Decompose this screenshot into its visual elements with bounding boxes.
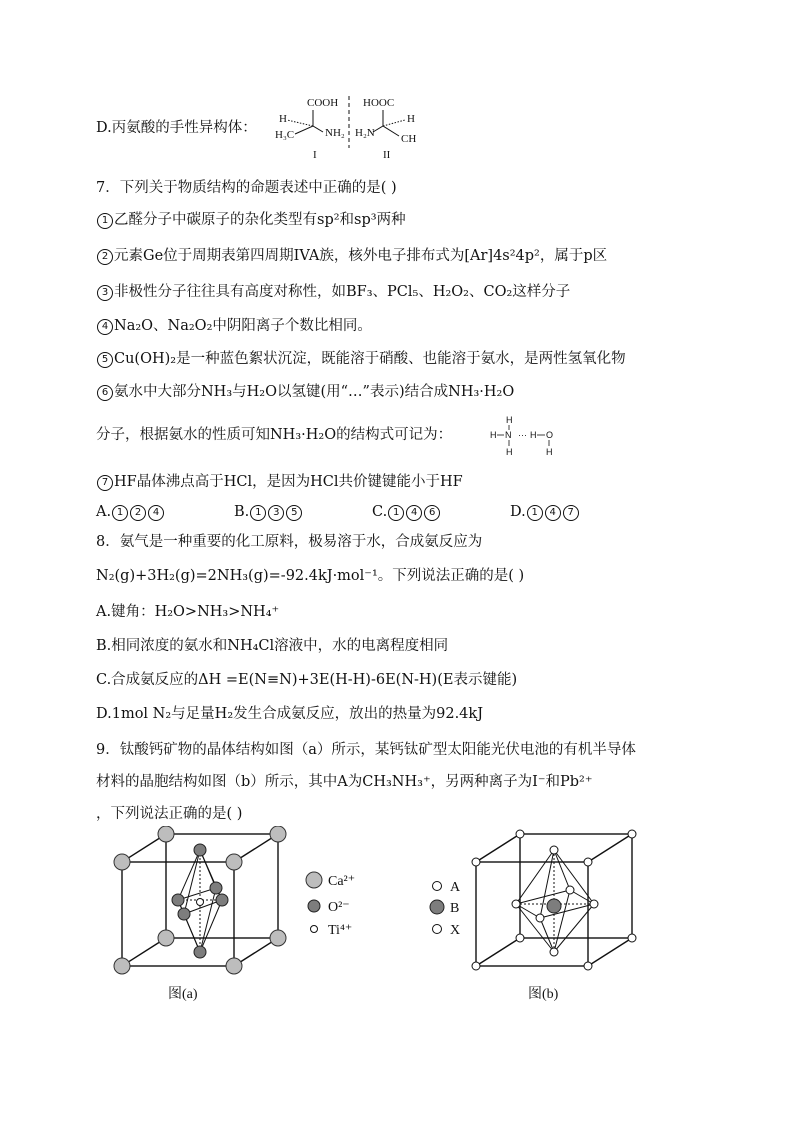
legend-a-marker — [433, 882, 442, 891]
q9-stem-line1: 9．钛酸钙矿物的晶体结构如图（a）所示，某钙钛矿型太阳能光伏电池的有机半导体 — [96, 742, 636, 758]
circled-number: 1 — [250, 505, 266, 521]
legend-b-marker — [430, 900, 444, 914]
circled-number: 1 — [112, 505, 128, 521]
q7-stem: 7．下列关于物质结构的命题表述中正确的是( ) — [96, 180, 397, 196]
circled-number: 7 — [563, 505, 579, 521]
q7-item-3 — [96, 282, 570, 302]
circled-number: 3 — [97, 285, 113, 301]
circled-number: 1 — [527, 505, 543, 521]
struct-h-top: H — [506, 415, 513, 425]
item-text: Cu(OH)₂是一种蓝色絮状沉淀，既能溶于硝酸、也能溶于氨水，是两性氢氧化物 — [114, 351, 626, 367]
item-text: 非极性分子往往具有高度对称性，如BF₃、PCl₅、H₂O₂、CO₂这样分子 — [114, 284, 571, 300]
circled-number: 4 — [148, 505, 164, 521]
legend-b: B — [450, 901, 460, 916]
figure-b-perovskite — [424, 826, 664, 1006]
circled-number: 5 — [97, 352, 113, 368]
q7-item-6 — [96, 382, 514, 402]
struct-h-mid: H — [530, 430, 537, 440]
legend-a: A — [450, 880, 461, 895]
mol1-h: H — [279, 113, 287, 125]
circled-number: 3 — [268, 505, 284, 521]
q7-option-d[interactable] — [510, 502, 580, 522]
option-letter: A. — [96, 504, 112, 520]
ti-ion — [197, 899, 204, 906]
q9-stem-line3: ，下列说法正确的是( ) — [96, 806, 243, 822]
mol2-nh2: H₂N — [355, 127, 375, 139]
q8-option-b[interactable]: B.相同浓度的氨水和NH₄Cl溶液中，水的电离程度相同 — [96, 638, 449, 654]
circled-number: 1 — [97, 213, 113, 229]
struct-h-bottom: H — [506, 447, 513, 457]
q7-option-b[interactable] — [234, 502, 303, 522]
circled-number: 7 — [97, 475, 113, 491]
circled-number: 1 — [388, 505, 404, 521]
legend-ca-marker — [306, 872, 322, 888]
caption-b: 图(b) — [528, 987, 559, 1002]
q7-option-c[interactable] — [372, 502, 441, 522]
legend-x-marker — [433, 925, 442, 934]
q8-stem: 8．氨气是一种重要的化工原料，极易溶于水，合成氨反应为 — [96, 534, 483, 550]
legend-o-marker — [308, 900, 320, 912]
q8-option-d[interactable]: D.1mol N₂与足量H₂发生合成氨反应，放出的热量为92.4kJ — [96, 706, 484, 722]
option-d-text: D.丙氨酸的手性异构体： — [96, 120, 257, 136]
option-letter: B. — [234, 504, 250, 520]
q7-item-1 — [96, 210, 406, 230]
b-ion — [547, 899, 561, 913]
circled-number: 4 — [406, 505, 422, 521]
item-text: 元素Ge位于周期表第四周期IVA族，核外电子排布式为[Ar]4s²4p²，属于p区 — [114, 248, 608, 264]
mol1-nh2: NH₂ — [325, 127, 345, 139]
q8-option-c[interactable]: C.合成氨反应的ΔH =E(N≡N)+3E(H-H)-6E(N-H)(E表示键能) — [96, 672, 518, 688]
circled-number: 6 — [424, 505, 440, 521]
circled-number: 2 — [130, 505, 146, 521]
legend-ca: Ca²⁺ — [328, 874, 356, 889]
q7-item-4 — [96, 316, 372, 336]
struct-o: O — [546, 430, 554, 440]
nh3-h2o-structure — [488, 414, 568, 458]
legend-o: O²⁻ — [328, 900, 350, 915]
q7-item-7 — [96, 472, 463, 492]
q6-option-d — [96, 118, 257, 138]
q7-item-2 — [96, 246, 607, 266]
option-letter: D. — [510, 504, 526, 520]
mol2-ch3: CH — [401, 133, 417, 145]
q8-option-a[interactable]: A.键角：H₂O>NH₃>NH₄⁺ — [96, 604, 280, 620]
q7-item-5 — [96, 349, 626, 369]
struct-n: N — [505, 430, 512, 440]
item-text: 氨水中大部分NH₃与H₂O以氢键(用“…”表示)结合成NH₃·H₂O — [114, 384, 515, 400]
circled-number: 4 — [97, 319, 113, 335]
q8-equation: N₂(g)+3H₂(g)=2NH₃(g)=-92.4kJ·mol⁻¹。下列说法正确的是( ) — [96, 568, 525, 584]
circled-number: 5 — [286, 505, 302, 521]
item-text: 乙醛分子中碳原子的杂化类型有sp²和sp³两种 — [114, 212, 406, 228]
q7-item-6-continued: 分子，根据氨水的性质可知NH₃·H₂O的结构式可记为： — [96, 427, 453, 443]
legend-ti: Ti⁴⁺ — [328, 923, 353, 938]
item-text: Na₂O、Na₂O₂中阴阳离子个数比相同。 — [114, 318, 372, 334]
mol1-label: I — [313, 149, 317, 161]
legend-x: X — [450, 923, 461, 938]
circled-number: 2 — [97, 249, 113, 265]
mol2-label: II — [383, 149, 391, 161]
q9-stem-line2: 材料的晶胞结构如图（b）所示，其中A为CH₃NH₃⁺，另两种离子为I⁻和Pb²⁺ — [96, 774, 593, 790]
mol2-hooc: HOOC — [363, 97, 395, 109]
item-text: HF晶体沸点高于HCl，是因为HCl共价键键能小于HF — [114, 474, 463, 490]
caption-a: 图(a) — [168, 987, 198, 1002]
struct-h-o: H — [546, 447, 553, 457]
circled-number: 4 — [545, 505, 561, 521]
figure-a-perovskite — [104, 826, 384, 1006]
struct-dots: ··· — [518, 430, 527, 440]
struct-h-left: H — [490, 430, 497, 440]
legend-ti-marker — [311, 926, 318, 933]
mol1-ch3: H₃C — [275, 129, 295, 141]
circled-number: 6 — [97, 385, 113, 401]
mol2-h: H — [407, 113, 415, 125]
mol1-cooh: COOH — [307, 97, 339, 109]
alanine-enantiomers-diagram — [265, 92, 435, 164]
option-letter: C. — [372, 504, 388, 520]
q7-option-a[interactable] — [96, 502, 165, 522]
